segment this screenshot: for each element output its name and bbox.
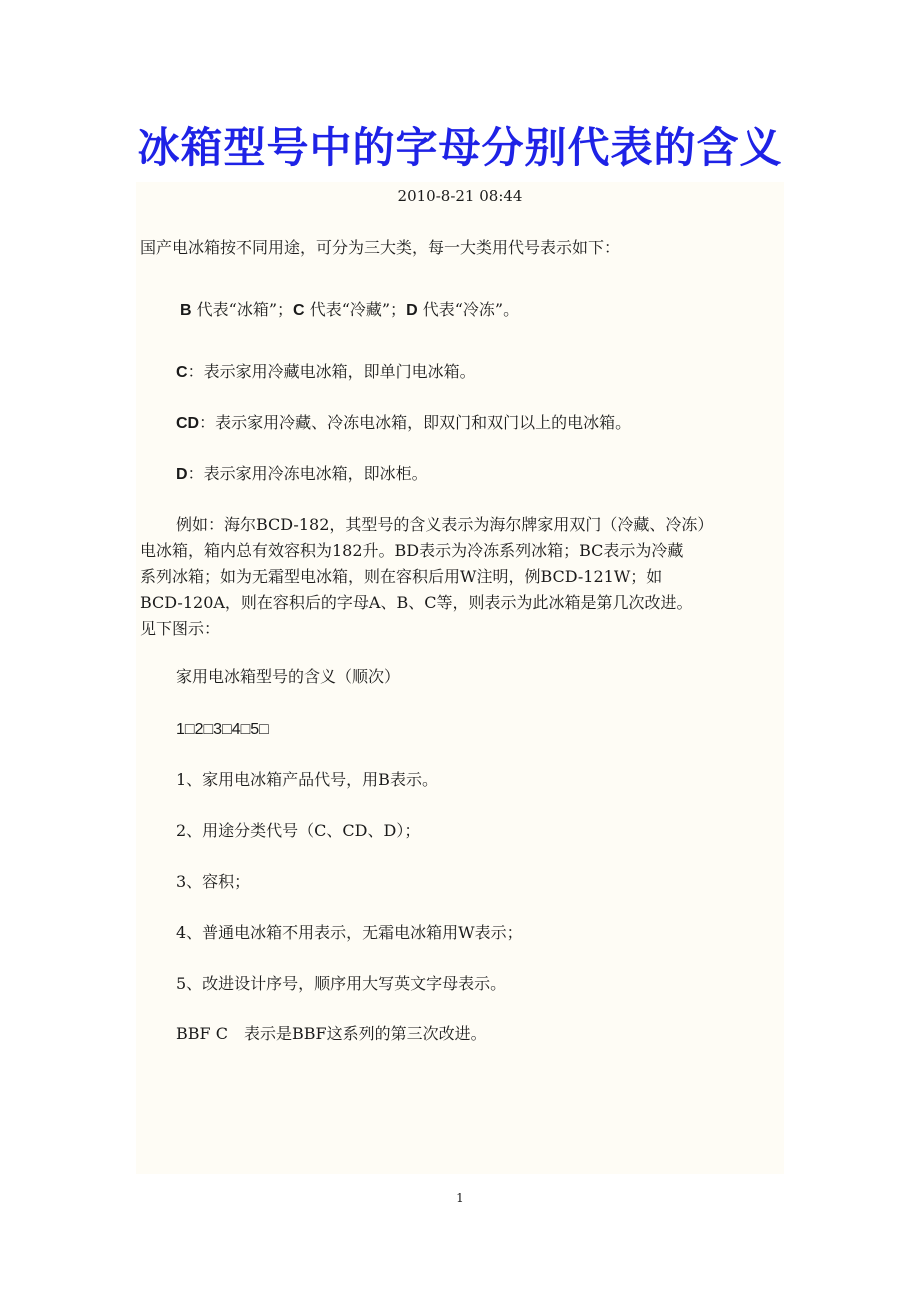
definition-code: CD [176, 415, 200, 432]
example-line: 见下图示： [140, 619, 221, 638]
definition-code: C [176, 364, 188, 381]
closing-note: BBF C 表示是BBF这系列的第三次改进。 [176, 1024, 487, 1043]
code-d: D [406, 302, 418, 319]
code-b: B [180, 302, 192, 319]
post-date: 2010-8-21 08:44 [397, 187, 523, 205]
definition-text: ：表示家用冷藏电冰箱，即单门电冰箱。 [187, 362, 476, 381]
model-pattern: 1□2□3□4□5□ [176, 721, 269, 738]
definition-code: D [176, 466, 188, 483]
page-number: 1 [456, 1191, 464, 1205]
code-b-text: 代表“冰箱”； [196, 300, 294, 319]
example-line: 例如：海尔BCD-182，其型号的含义表示为海尔牌家用双门（冷藏、冷冻） [176, 515, 714, 534]
model-item: 4、普通电冰箱不用表示，无霜电冰箱用W表示； [176, 923, 523, 942]
intro-paragraph: 国产电冰箱按不同用途，可分为三大类，每一大类用代号表示如下： [140, 238, 621, 257]
codes-line [180, 297, 840, 324]
model-title: 家用电冰箱型号的含义（顺次） [176, 667, 401, 686]
code-d-text: 代表“冷冻”。 [422, 300, 520, 319]
example-line: 系列冰箱；如为无霜型电冰箱，则在容积后用W注明，例BCD-121W；如 [140, 567, 663, 586]
definition-d [176, 461, 836, 488]
example-line: 电冰箱，箱内总有效容积为182升。BD表示为冷冻系列冰箱；BC表示为冷藏 [140, 541, 684, 560]
definition-cd [176, 410, 836, 437]
model-item: 5、改进设计序号，顺序用大写英文字母表示。 [176, 974, 507, 993]
model-item: 1、家用电冰箱产品代号，用B表示。 [176, 770, 438, 789]
model-item: 2、用途分类代号（C、CD、D）； [176, 821, 421, 840]
code-c-text: 代表“冷藏”； [309, 300, 407, 319]
code-c: C [293, 302, 305, 319]
definition-text: ：表示家用冷藏、冷冻电冰箱，即双门和双门以上的电冰箱。 [199, 413, 632, 432]
example-line: BCD-120A，则在容积后的字母A、B、C等，则表示为此冰箱是第几次改进。 [140, 593, 693, 612]
definition-c [176, 359, 836, 386]
page-title: 冰箱型号中的字母分别代表的含义 [137, 123, 783, 172]
definition-text: ：表示家用冷冻电冰箱，即冰柜。 [187, 464, 428, 483]
model-item: 3、容积； [176, 872, 251, 891]
